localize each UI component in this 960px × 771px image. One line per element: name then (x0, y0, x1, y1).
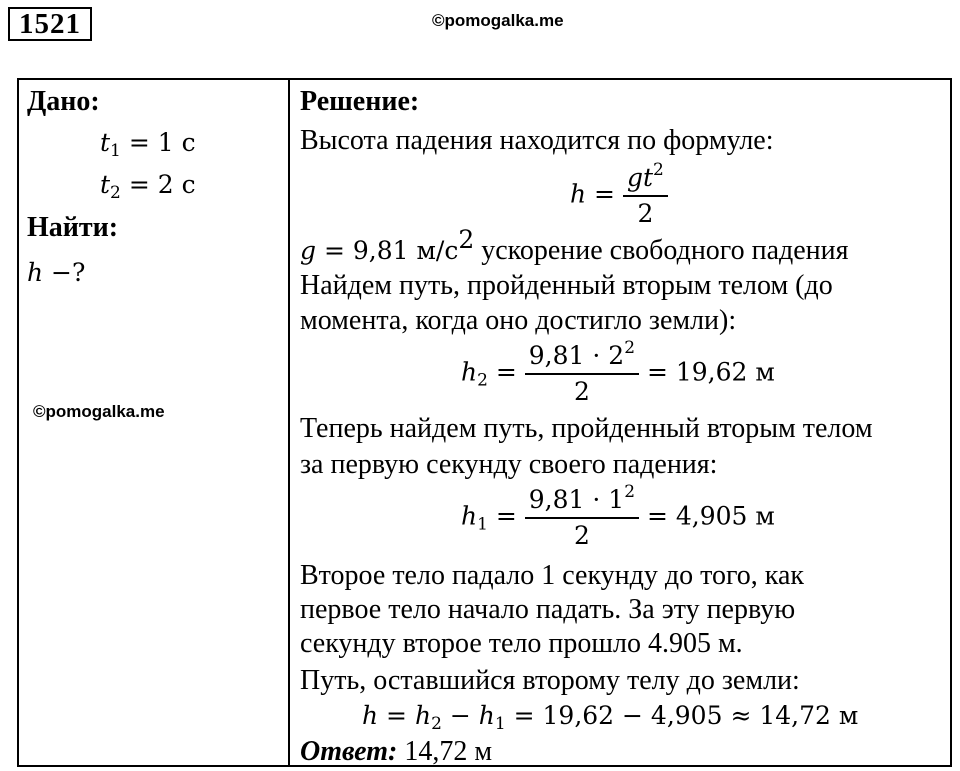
paragraph-delay-line1: Второе тело падало 1 секунду до того, как (300, 560, 804, 591)
paragraph-formula-intro: Высота падения находится по формуле: (300, 125, 774, 156)
final-formula: $h = h_2 - h_1 = 19,62 - 4,905 \approx 14,72$ м (362, 701, 859, 734)
h2-formula: $h_2$ = $\frac{9,81 \cdot 2^2}{2}$ = 19,62 м (461, 338, 775, 406)
given-t2: $t_2 = 2$ с (100, 170, 196, 203)
given-t1: $t_1 = 1$ с (100, 128, 196, 161)
gravity-line: g = 9,81 $м/с^2$ ускорение свободного падения (300, 225, 849, 266)
paragraph-h2-line2: момента, когда оно достигло земли): (300, 305, 737, 336)
paragraph-delay-line2: первое тело начало падать. За эту первую (300, 594, 796, 625)
paragraph-delay-line3: секунду второе тело прошло 4.905 м. (300, 628, 743, 659)
column-divider (288, 78, 290, 767)
find-value: h −? (27, 258, 86, 287)
paragraph-h1-line2: за первую секунду своего падения: (300, 449, 718, 480)
paragraph-h2-line1: Найдем путь, пройденный вторым телом (до (300, 270, 833, 301)
h1-formula: $h_1$ = $\frac{9,81 \cdot 1^2}{2}$ = 4,905 м (461, 482, 775, 550)
solution-title: Решение: (300, 86, 420, 117)
given-title: Дано: (27, 86, 100, 117)
height-formula: h = $\frac{gt^2}{2}$ (570, 161, 668, 231)
watermark-left: ©pomogalka.me (33, 402, 165, 421)
find-title: Найти: (27, 212, 119, 243)
watermark-top: ©pomogalka.me (432, 11, 564, 30)
problem-number: 1521 (8, 7, 92, 41)
paragraph-remaining: Путь, оставшийся второму телу до земли: (300, 665, 800, 696)
paragraph-h1-line1: Теперь найдем путь, пройденный вторым телом (300, 413, 873, 444)
answer-line: Ответ: 14,72 м (300, 736, 493, 767)
